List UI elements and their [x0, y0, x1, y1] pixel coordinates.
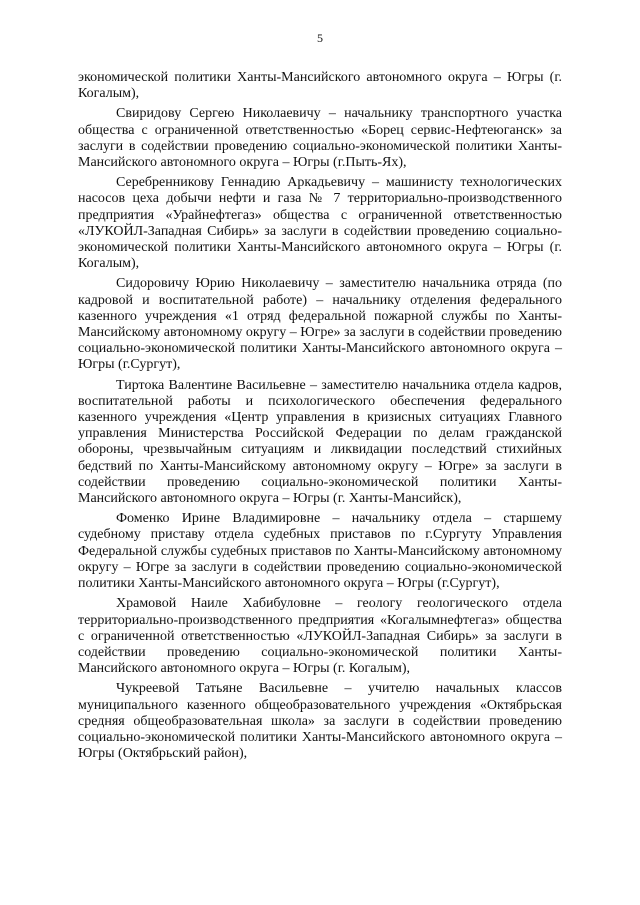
paragraph-chukreeva: Чукреевой Татьяне Васильевне – учителю начальных классов муниципального казенного общеобразовательного учреждения «Октябрьская средняя общеобразовательная школа» за заслуги в содействии проведению социально-экономической политики Ханты-Мансийского автономного округа – Югры (Октябрьский район), [78, 681, 562, 762]
paragraph-sidorovich: Сидоровичу Юрию Николаевичу – заместителю начальника отряда (по кадровой и воспитательной работе) – начальнику отделения федерального казенного учреждения «1 отряд федеральной пожарной службы по Ханты-Мансийскому автономному округу – Югре» за заслуги в содействии проведению социально-экономической политики Ханты-Мансийского автономного округа – Югры (г.Сургут), [78, 276, 562, 373]
paragraph-sviridov: Свиридову Сергею Николаевичу – начальнику транспортного участка общества с ограниченной ответственностью «Борец сервис-Нефтеюганск» за заслуги в содействии проведению социально-экономической политики Ханты-Мансийского автономного округа – Югры (г.Пыть-Ях), [78, 106, 562, 171]
paragraph-continuation: экономической политики Ханты-Мансийского автономного округа – Югры (г. Когалым), [78, 70, 562, 102]
page-number: 5 [317, 31, 323, 45]
paragraph-khramova: Храмовой Наиле Хабибуловне – геологу геологического отдела территориально-производственного предприятия «Когалымнефтегаз» общества с ограниченной ответственностью «ЛУКОЙЛ-Западная Сибирь» за заслуги в содействии проведению социально-экономической политики Ханты-Мансийского автономного округа – Югры (г. Когалым), [78, 596, 562, 677]
paragraph-serebrennikov: Серебренникову Геннадию Аркадьевичу – машинисту технологических насосов цеха добычи нефти и газа № 7 территориально-производственного предприятия «Урайнефтегаз» общества с ограниченной ответственностью «ЛУКОЙЛ-Западная Сибирь» за заслуги в содействии проведению социально-экономической политики Ханты-Мансийского автономного округа – Югры (г. Когалым), [78, 175, 562, 272]
document-body [78, 70, 562, 766]
paragraph-fomenko: Фоменко Ирине Владимировне – начальнику отдела – старшему судебному приставу отдела судебных приставов по г.Сургуту Управления Федеральной службы судебных приставов по Ханты-Мансийскому автономному округу – Югре за заслуги в содействии проведению социально-экономической политики Ханты-Мансийского автономного округа – Югры (г.Сургут), [78, 511, 562, 592]
paragraph-tirtoka: Тиртока Валентине Васильевне – заместителю начальника отдела кадров, воспитательной работы и психологического обеспечения федерального казенного учреждения «Центр управления в кризисных ситуациях Главного управления Министерства Российской Федерации по делам гражданской обороны, чрезвычайным ситуациям и ликвидации последствий стихийных бедствий по Ханты-Мансийскому автономному округу – Югре» за заслуги в содействии проведению социально-экономической политики Ханты-Мансийского автономного округа – Югры (г. Ханты-Мансийск), [78, 377, 562, 507]
